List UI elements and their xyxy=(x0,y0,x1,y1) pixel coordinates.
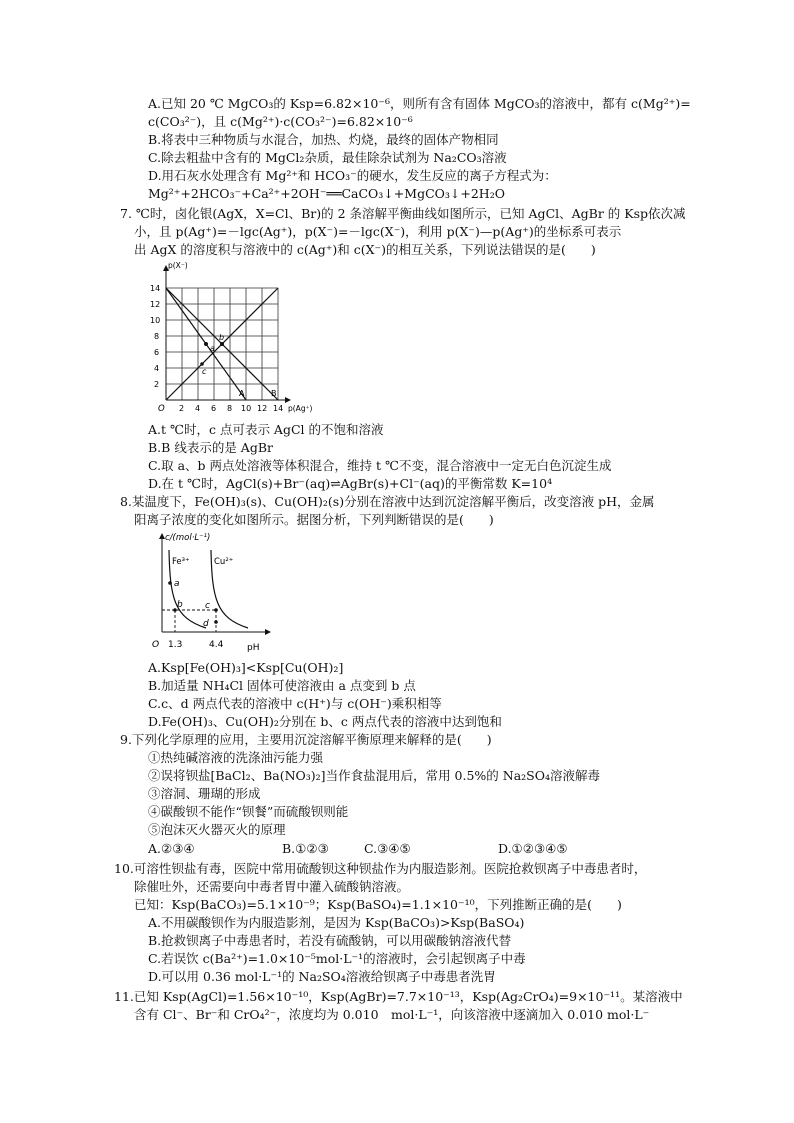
q7-x-axis-label: p(Ag⁺) xyxy=(288,404,313,413)
q6-option-c: C.除去粗盐中含有的 MgCl₂杂质，最佳除杂试剂为 Na₂CO₃溶液 xyxy=(148,150,507,165)
q9-item-4: ④碳酸钡不能作“钡餐”而硫酸钡则能 xyxy=(148,804,349,819)
q7-curve-b-label: B xyxy=(271,389,277,398)
q7-xtick: 14 xyxy=(273,404,284,413)
q7-xtick: 6 xyxy=(211,404,217,413)
q10-stem-line1: 10.可溶性钡盐有毒，医院中常用硫酸钡这种钡盐作为内服造影剂。医院抢救钡离子中毒患者时， xyxy=(114,861,647,876)
q9-option-b: B.①②③ xyxy=(282,841,329,856)
q7-xtick: 2 xyxy=(179,404,185,413)
q6-option-d-line1: D.用石灰水处理含有 Mg²⁺和 HCO₃⁻的硬水，发生反应的离子方程式为： xyxy=(148,168,557,183)
q6-option-d-equation: Mg²⁺+2HCO₃⁻+Ca²⁺+2OH⁻══CaCO₃↓+MgCO₃↓+2H₂O xyxy=(148,186,505,201)
q10-known: 已知：Ksp(BaCO₃)=5.1×10⁻⁹；Ksp(BaSO₄)=1.1×10⁻¹⁰，下列推断正确的是( ) xyxy=(134,897,622,912)
q8-label-a: a xyxy=(174,579,180,589)
q7-ytick: 8 xyxy=(154,332,160,341)
q8-xtick-2: 4.4 xyxy=(209,640,224,650)
q11-stem-line1: 11.已知 Ksp(AgCl)=1.56×10⁻¹⁰，Ksp(AgBr)=7.7×10⁻¹³，Ksp(Ag₂CrO₄)=9×10⁻¹¹。某溶液中 xyxy=(114,989,683,1004)
q9-option-a: A.②③④ xyxy=(148,841,195,856)
q8-option-c: C.c、d 两点代表的溶液中 c(H⁺)与 c(OH⁻)乘积相等 xyxy=(148,696,442,711)
q9-option-c: C.③④⑤ xyxy=(364,841,411,856)
q7-label-c: c xyxy=(202,367,207,376)
q8-point-a xyxy=(168,581,172,585)
q9-item-3: ③溶洞、珊瑚的形成 xyxy=(148,786,261,801)
q9-option-d: D.①②③④⑤ xyxy=(498,841,568,856)
q8-stem-line2: 阳离子浓度的变化如图所示。据图分析，下列判断错误的是( ) xyxy=(134,512,494,527)
q8-point-c xyxy=(214,608,218,612)
q7-point-b xyxy=(220,342,224,346)
q7-ytick: 6 xyxy=(154,348,160,357)
q7-ytick: 4 xyxy=(154,364,160,373)
q7-ytick: 2 xyxy=(154,380,160,389)
q8-option-d: D.Fe(OH)₃、Cu(OH)₂分别在 b、c 两点代表的溶液中达到饱和 xyxy=(148,714,502,729)
q9-item-5: ⑤泡沫灭火器灭火的原理 xyxy=(148,822,286,837)
q8-cu-label: Cu²⁺ xyxy=(214,557,234,567)
q9-stem: 9.下列化学原理的应用，主要用沉淀溶解平衡原理来解释的是( ) xyxy=(120,732,492,747)
q7-xtick: 10 xyxy=(241,404,252,413)
q7-option-a: A.t ℃时，c 点可表示 AgCl 的不饱和溶液 xyxy=(148,422,384,437)
q10-option-a: A.不用碳酸钡作为内服造影剂，是因为 Ksp(BaCO₃)>Ksp(BaSO₄) xyxy=(148,915,525,930)
q7-option-b: B.B 线表示的是 AgBr xyxy=(148,440,273,455)
q7-xtick: 12 xyxy=(257,404,268,413)
q7-ytick: 10 xyxy=(150,316,161,325)
q7-stem-line2: 小，且 p(Ag⁺)=－lgc(Ag⁺)，p(X⁻)=－lgc(X⁻)，利用 p(X⁻)—p(Ag⁺)的坐标系可表示 xyxy=(134,224,622,239)
q7-option-c: C.取 a、b 两点处溶液等体积混合，维持 t ℃不变，混合溶液中一定无白色沉淀生成 xyxy=(148,458,612,473)
q10-stem-line2: 除催吐外，还需要向中毒者胃中灌入硫酸钠溶液。 xyxy=(134,879,410,894)
q7-xtick: 4 xyxy=(195,404,201,413)
q8-option-a: A.Ksp[Fe(OH)₃]<Ksp[Cu(OH)₂] xyxy=(148,660,344,675)
q8-y-axis-label: c/(mol·L⁻¹) xyxy=(165,533,211,543)
q8-xtick-1: 1.3 xyxy=(168,640,183,650)
q7-ytick: 14 xyxy=(150,284,161,293)
q8-fe-label: Fe³⁺ xyxy=(172,557,190,567)
q7-y-axis-label: p(X⁻) xyxy=(168,261,188,270)
q6-option-a-line1: A.已知 20 ℃ MgCO₃的 Ksp=6.82×10⁻⁶，则所有含有固体 MgCO₃的溶液中，都有 c(Mg²⁺)= xyxy=(148,96,691,111)
q6-option-b: B.将表中三种物质与水混合，加热、灼烧，最终的固体产物相同 xyxy=(148,132,499,147)
q8-label-b: b xyxy=(177,600,183,610)
q8-label-d: d xyxy=(203,619,209,629)
q7-option-d: D.在 t ℃时，AgCl(s)+Br⁻(aq)⇌AgBr(s)+Cl⁻(aq)的平衡常数 K=10⁴ xyxy=(148,476,553,491)
q7-label-b: b xyxy=(219,333,225,342)
q8-point-d xyxy=(214,620,218,624)
q6-option-a-line2: c(CO₃²⁻)，且 c(Mg²⁺)·c(CO₃²⁻)=6.82×10⁻⁶ xyxy=(148,114,413,129)
q10-option-c: C.若误饮 c(Ba²⁺)=1.0×10⁻⁵mol·L⁻¹的溶液时，会引起钡离子中毒 xyxy=(148,951,526,966)
q7-origin: O xyxy=(158,404,165,414)
q7-xtick: 8 xyxy=(227,404,233,413)
q8-stem-line1: 8.某温度下，Fe(OH)₃(s)、Cu(OH)₂(s)分别在溶液中达到沉淀溶解平衡后，改变溶液 pH，金属 xyxy=(120,494,655,509)
q7-point-a xyxy=(204,342,208,346)
q8-option-b: B.加适量 NH₄Cl 固体可使溶液由 a 点变到 b 点 xyxy=(148,678,416,693)
q7-solubility-graph xyxy=(150,258,320,418)
q7-label-a: a xyxy=(210,344,215,353)
q7-ytick: 12 xyxy=(150,300,161,309)
q8-x-axis-label: pH xyxy=(247,643,260,653)
q7-stem-line3: 出 AgX 的溶度积与溶液中的 c(Ag⁺)和 c(X⁻)的相互关系，下列说法错误的是( ) xyxy=(134,242,596,257)
q10-option-b: B.抢救钡离子中毒患者时，若没有硫酸钠，可以用碳酸钠溶液代替 xyxy=(148,933,512,948)
q11-stem-line2: 含有 Cl⁻、Br⁻和 CrO₄²⁻，浓度均为 0.010 mol·L⁻¹，向该溶液中逐滴加入 0.010 mol·L⁻ xyxy=(134,1007,650,1022)
q8-origin: O xyxy=(152,640,160,650)
q7-stem-line1: 7. ℃时，卤化银(AgX，X=Cl、Br)的 2 条溶解平衡曲线如图所示，已知 AgCl、AgBr 的 Ksp依次减 xyxy=(120,206,686,221)
q7-point-c xyxy=(200,362,204,366)
q9-item-2: ②误将钡盐[BaCl₂、Ba(NO₃)₂]当作食盐混用后，常用 0.5%的 Na₂SO₄溶液解毒 xyxy=(148,768,600,783)
q10-option-d: D.可以用 0.36 mol·L⁻¹的 Na₂SO₄溶液给钡离子中毒患者洗胃 xyxy=(148,969,496,984)
q8-concentration-graph xyxy=(148,528,278,656)
q8-label-c: c xyxy=(205,601,210,611)
q9-item-1: ①热纯碱溶液的洗涤油污能力强 xyxy=(148,750,324,765)
q7-curve-a-label: A xyxy=(239,389,245,398)
